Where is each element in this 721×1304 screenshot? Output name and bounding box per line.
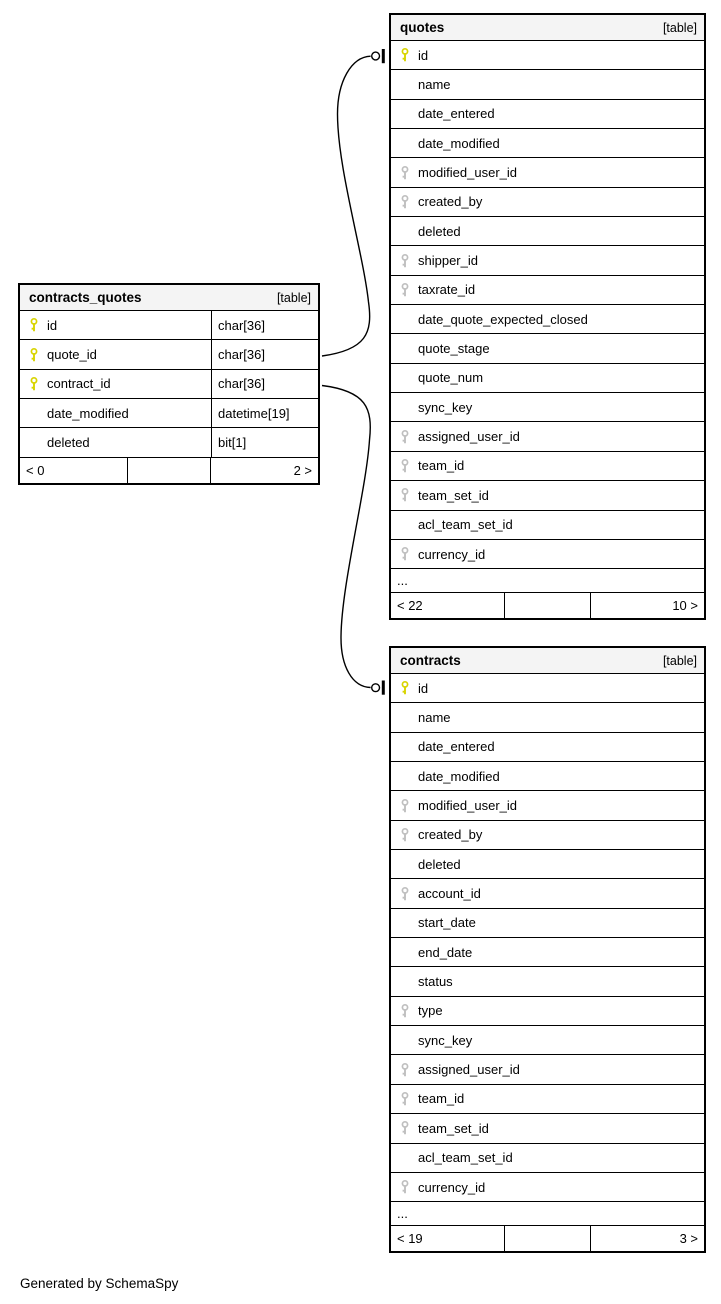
column-cell xyxy=(391,393,704,421)
column-row-id xyxy=(391,41,704,70)
column-cell xyxy=(391,938,704,966)
foreign-key-icon xyxy=(400,827,410,843)
key-icon-spacer xyxy=(400,1032,410,1048)
column-row-date_quote_expected_closed xyxy=(391,305,704,334)
column-row-date_modified xyxy=(391,762,704,791)
column-row-id xyxy=(20,311,318,340)
footer-spacer xyxy=(127,458,210,483)
column-cell xyxy=(391,1173,704,1201)
column-type: char[36] xyxy=(211,340,318,368)
primary-key-icon xyxy=(29,317,39,333)
column-row-status xyxy=(391,967,704,996)
column-name: assigned_user_id xyxy=(418,429,520,445)
column-row-created_by xyxy=(391,821,704,850)
key-icon-spacer xyxy=(400,311,410,327)
foreign-key-icon xyxy=(400,429,410,445)
foreign-key-icon xyxy=(400,546,410,562)
column-cell xyxy=(391,217,704,245)
table-name: quotes xyxy=(400,20,445,35)
column-row-currency_id xyxy=(391,540,704,569)
column-row-id xyxy=(391,674,704,703)
key-icon-spacer xyxy=(400,341,410,357)
column-row-created_by xyxy=(391,188,704,217)
children-count: < 19 xyxy=(397,1231,423,1247)
column-name: status xyxy=(418,974,453,990)
column-name: date_modified xyxy=(47,405,129,421)
foreign-key-icon xyxy=(400,798,410,814)
table-type-tag: [table] xyxy=(276,290,311,305)
column-row-sync_key xyxy=(391,393,704,422)
column-cell xyxy=(391,511,704,539)
column-name: team_set_id xyxy=(418,1120,489,1136)
key-icon-spacer xyxy=(400,135,410,151)
column-row-deleted xyxy=(391,217,704,246)
table-name: contracts xyxy=(400,653,461,668)
key-icon-spacer xyxy=(400,856,410,872)
column-row-date_modified xyxy=(391,129,704,158)
primary-key-icon xyxy=(29,347,39,363)
column-cell xyxy=(391,276,704,304)
column-name: team_id xyxy=(418,458,465,474)
column-name: end_date xyxy=(418,944,473,960)
foreign-key-icon xyxy=(400,458,410,474)
column-name: created_by xyxy=(418,194,483,210)
column-cell xyxy=(391,733,704,761)
key-icon-spacer xyxy=(400,399,410,415)
column-cell xyxy=(391,129,704,157)
column-row-account_id xyxy=(391,879,704,908)
column-row-shipper_id xyxy=(391,246,704,275)
column-name: name xyxy=(418,77,451,93)
primary-key-icon xyxy=(400,680,410,696)
table-footer xyxy=(20,458,318,483)
column-row-deleted xyxy=(391,850,704,879)
column-cell xyxy=(391,422,704,450)
column-row-contract_id xyxy=(20,370,318,399)
parents-count: 3 > xyxy=(679,1231,698,1247)
column-cell xyxy=(391,997,704,1025)
column-row-assigned_user_id xyxy=(391,1055,704,1084)
column-row-type xyxy=(391,997,704,1026)
column-name: shipper_id xyxy=(418,253,478,269)
column-row-sync_key xyxy=(391,1026,704,1055)
column-cell xyxy=(391,481,704,509)
column-cell xyxy=(391,188,704,216)
fk-connector-contract-id-to-contracts-id xyxy=(322,386,383,695)
column-name: type xyxy=(418,1003,443,1019)
column-name: deleted xyxy=(418,856,461,872)
column-name: start_date xyxy=(418,915,476,931)
generated-by-note: Generated by SchemaSpy xyxy=(20,1276,179,1291)
footer-spacer xyxy=(504,593,592,618)
children-count: < 22 xyxy=(397,598,423,614)
column-name: quote_id xyxy=(47,347,97,363)
column-name: deleted xyxy=(47,435,90,451)
fk-connector-quote-id-to-quotes-id xyxy=(322,49,383,356)
foreign-key-icon xyxy=(400,487,410,503)
column-name: quote_num xyxy=(418,370,484,386)
table-node-contracts_quotes[interactable] xyxy=(18,283,320,485)
column-cell xyxy=(391,452,704,480)
foreign-key-icon xyxy=(400,165,410,181)
table-header-contracts[interactable] xyxy=(391,648,704,674)
column-name: team_id xyxy=(418,1091,465,1107)
column-cell xyxy=(391,364,704,392)
column-cell xyxy=(20,311,211,339)
column-cell xyxy=(391,762,704,790)
column-name: assigned_user_id xyxy=(418,1062,520,1078)
column-row-quote_id xyxy=(20,340,318,369)
column-cell xyxy=(391,246,704,274)
column-row-modified_user_id xyxy=(391,791,704,820)
column-type: bit[1] xyxy=(211,428,318,456)
foreign-key-icon xyxy=(400,1120,410,1136)
connector-curve xyxy=(322,56,371,356)
column-row-quote_num xyxy=(391,364,704,393)
column-cell xyxy=(391,305,704,333)
parents-count: 2 > xyxy=(293,462,312,478)
column-row-acl_team_set_id xyxy=(391,511,704,540)
connector-curve xyxy=(322,386,371,688)
column-row-modified_user_id xyxy=(391,158,704,187)
column-row-name xyxy=(391,70,704,99)
foreign-key-icon xyxy=(400,886,410,902)
column-cell xyxy=(391,41,704,69)
key-icon-spacer xyxy=(29,405,39,421)
column-row-team_set_id xyxy=(391,1114,704,1143)
column-name: id xyxy=(418,47,429,63)
column-name: quote_stage xyxy=(418,341,490,357)
column-cell xyxy=(20,340,211,368)
column-row-date_entered xyxy=(391,733,704,762)
column-name: id xyxy=(418,680,429,696)
column-cell xyxy=(391,70,704,98)
column-cell xyxy=(391,821,704,849)
table-footer xyxy=(391,593,704,618)
column-name: contract_id xyxy=(47,376,111,392)
column-name: id xyxy=(47,317,58,333)
table-type-tag: [table] xyxy=(662,20,697,35)
column-name: currency_id xyxy=(418,1179,486,1195)
key-icon-spacer xyxy=(400,974,410,990)
column-name: date_quote_expected_closed xyxy=(418,311,588,327)
table-type-tag: [table] xyxy=(662,653,697,668)
foreign-key-icon xyxy=(400,1003,410,1019)
column-cell xyxy=(391,1085,704,1113)
foreign-key-icon xyxy=(400,253,410,269)
column-name: sync_key xyxy=(418,399,473,415)
column-name: modified_user_id xyxy=(418,798,518,814)
cardinality-circle-icon xyxy=(372,684,380,692)
key-icon-spacer xyxy=(400,517,410,533)
column-cell xyxy=(391,540,704,568)
column-cell xyxy=(20,370,211,398)
column-name: team_set_id xyxy=(418,487,489,503)
column-cell xyxy=(391,850,704,878)
table-header-contracts_quotes[interactable] xyxy=(20,285,318,311)
foreign-key-icon xyxy=(400,1091,410,1107)
column-name: date_modified xyxy=(418,768,500,784)
column-cell xyxy=(391,158,704,186)
column-name: created_by xyxy=(418,827,483,843)
column-name: taxrate_id xyxy=(418,282,476,298)
column-name: deleted xyxy=(418,223,461,239)
column-cell xyxy=(391,1114,704,1142)
column-cell xyxy=(391,879,704,907)
column-type: char[36] xyxy=(211,311,318,339)
column-cell xyxy=(391,100,704,128)
table-footer xyxy=(391,1226,704,1251)
key-icon-spacer xyxy=(400,739,410,755)
primary-key-icon xyxy=(29,376,39,392)
column-cell xyxy=(391,1055,704,1083)
column-row-date_modified xyxy=(20,399,318,428)
key-icon-spacer xyxy=(400,944,410,960)
cardinality-circle-icon xyxy=(372,52,380,60)
column-name: date_modified xyxy=(418,135,500,151)
column-name: account_id xyxy=(418,886,481,902)
key-icon-spacer xyxy=(400,223,410,239)
key-icon-spacer xyxy=(400,1150,410,1166)
column-cell xyxy=(391,1026,704,1054)
column-row-quote_stage xyxy=(391,334,704,363)
column-row-team_id xyxy=(391,452,704,481)
column-row-date_entered xyxy=(391,100,704,129)
foreign-key-icon xyxy=(400,282,410,298)
table-node-quotes[interactable] xyxy=(389,13,706,620)
footer-spacer xyxy=(504,1226,592,1251)
column-row-end_date xyxy=(391,938,704,967)
column-row-acl_team_set_id xyxy=(391,1144,704,1173)
column-name: acl_team_set_id xyxy=(418,517,513,533)
column-row-team_id xyxy=(391,1085,704,1114)
more-columns-ellipsis: ... xyxy=(391,569,704,593)
column-cell xyxy=(391,967,704,995)
more-columns-ellipsis: ... xyxy=(391,1202,704,1226)
key-icon-spacer xyxy=(400,915,410,931)
column-type: char[36] xyxy=(211,370,318,398)
table-header-quotes[interactable] xyxy=(391,15,704,41)
column-cell xyxy=(391,791,704,819)
column-cell xyxy=(391,1144,704,1172)
column-cell xyxy=(391,334,704,362)
key-icon-spacer xyxy=(400,77,410,93)
table-name: contracts_quotes xyxy=(29,290,142,305)
table-node-contracts[interactable] xyxy=(389,646,706,1253)
column-name: date_entered xyxy=(418,739,495,755)
children-count: < 0 xyxy=(26,462,45,478)
key-icon-spacer xyxy=(400,370,410,386)
foreign-key-icon xyxy=(400,1062,410,1078)
primary-key-icon xyxy=(400,47,410,63)
column-name: currency_id xyxy=(418,546,486,562)
column-cell xyxy=(391,703,704,731)
key-icon-spacer xyxy=(400,710,410,726)
column-row-start_date xyxy=(391,909,704,938)
column-cell xyxy=(20,399,211,427)
column-name: name xyxy=(418,710,451,726)
column-cell xyxy=(391,674,704,702)
column-cell xyxy=(20,428,211,456)
column-name: date_entered xyxy=(418,106,495,122)
column-row-deleted xyxy=(20,428,318,457)
key-icon-spacer xyxy=(400,106,410,122)
key-icon-spacer xyxy=(29,435,39,451)
column-row-name xyxy=(391,703,704,732)
foreign-key-icon xyxy=(400,194,410,210)
parents-count: 10 > xyxy=(672,598,698,614)
column-name: sync_key xyxy=(418,1032,473,1048)
column-row-assigned_user_id xyxy=(391,422,704,451)
column-type: datetime[19] xyxy=(211,399,318,427)
key-icon-spacer xyxy=(400,768,410,784)
foreign-key-icon xyxy=(400,1179,410,1195)
column-row-taxrate_id xyxy=(391,276,704,305)
column-name: modified_user_id xyxy=(418,165,518,181)
column-name: acl_team_set_id xyxy=(418,1150,513,1166)
column-row-team_set_id xyxy=(391,481,704,510)
column-cell xyxy=(391,909,704,937)
column-row-currency_id xyxy=(391,1173,704,1202)
